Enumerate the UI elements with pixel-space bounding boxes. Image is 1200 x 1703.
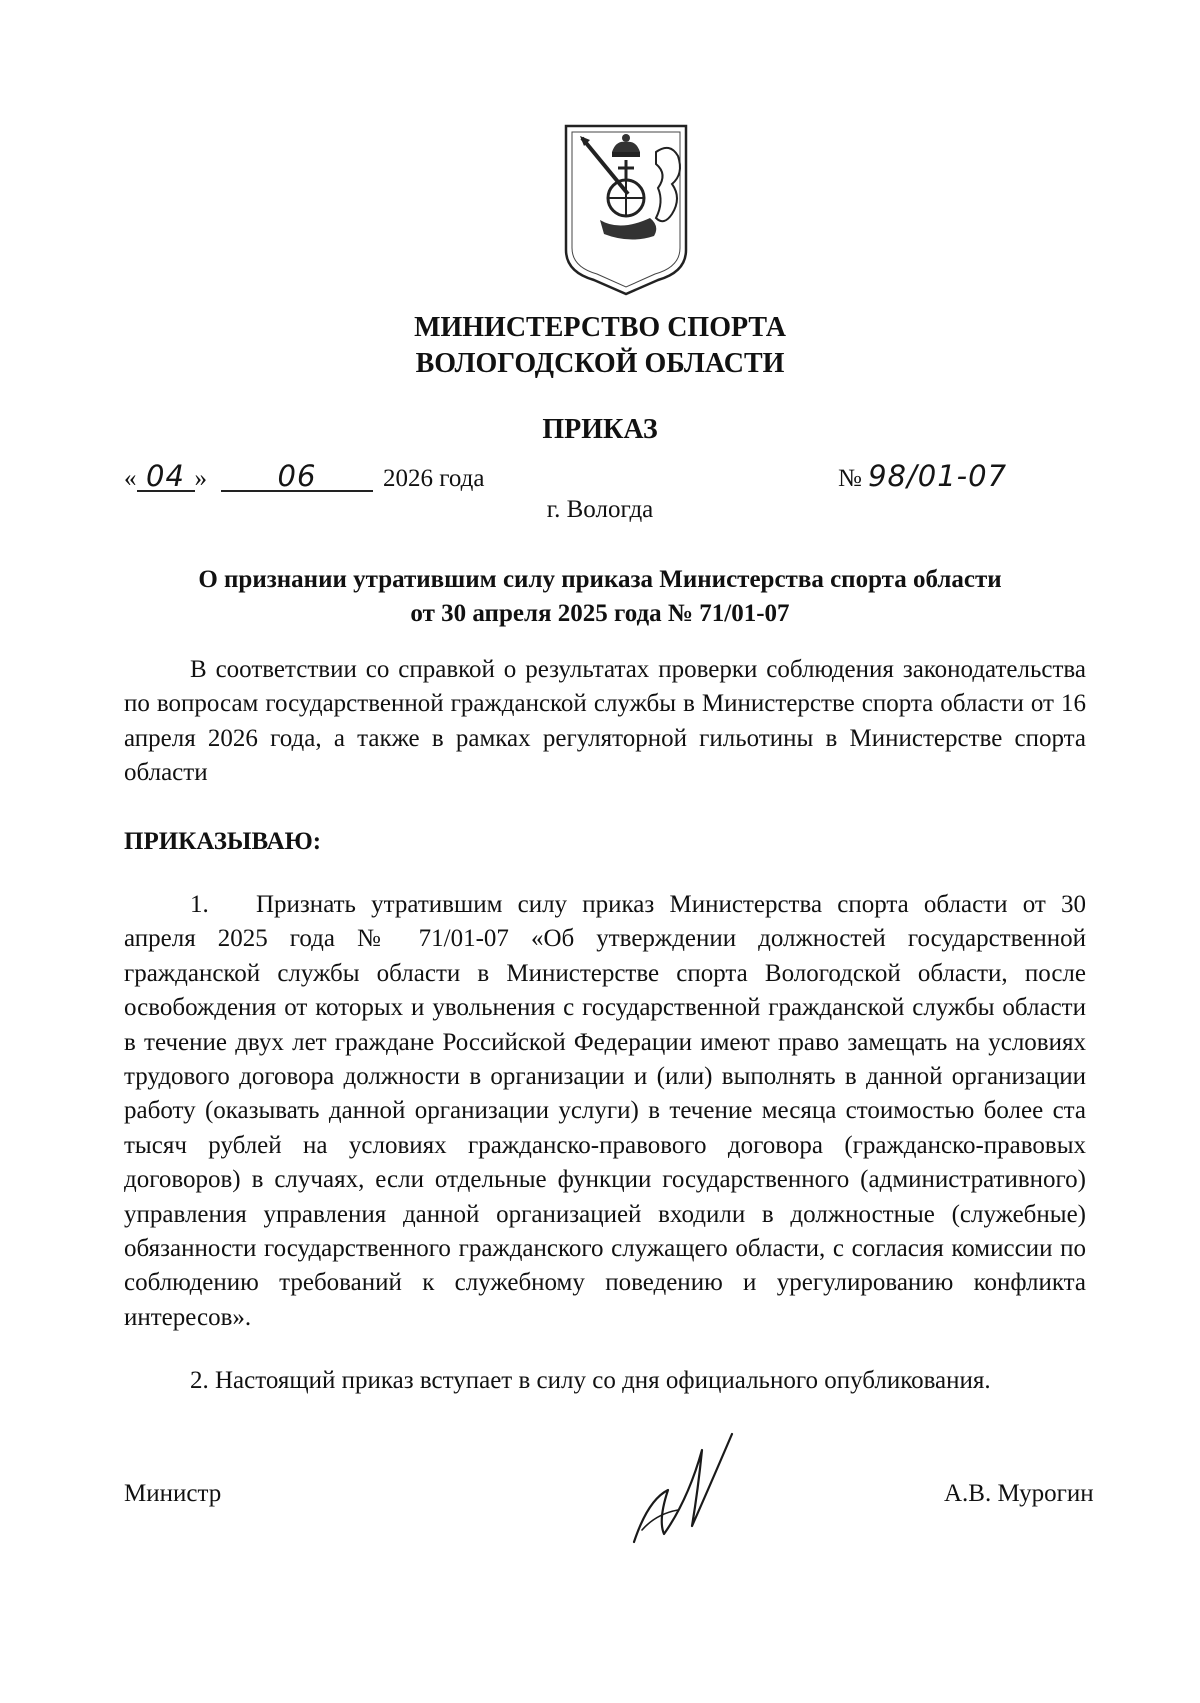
number-sign: № bbox=[838, 465, 862, 492]
document-number bbox=[838, 459, 1088, 496]
item-number: 1. bbox=[190, 891, 209, 918]
date-month: 06 bbox=[221, 462, 373, 492]
quote-close: » bbox=[194, 465, 207, 492]
organization-region: ВОЛОГОДСКОЙ ОБЛАСТИ bbox=[415, 348, 785, 379]
item-1-text: Признать утратившим силу приказ Министерства спорта области от 30 апреля 2025 года № 71/01-07 «Об утверждении должностей государственной гражданской службы области в Министерстве спорта Вологодской области, после освобождения от которых и увольнения с государственной гражданской службы области в течение двух лет граждане Российской Федерации имеют право замещать на условиях трудового договора должности в организации и (или) выполнять в данной организации работу (оказывать данной организации услуги) в течение месяца стоимостью более ста тысяч рублей на условиях гражданско-правового договора (гражданско-правовых договоров) в случаях, если отдельные функции государственного (административного) управления управления данной организацией входили в должностные (служебные) обязанности государственного гражданского служащего области, с согласия комиссии по соблюдению требований к служебному поведению и урегулированию конфликта интересов». bbox=[124, 891, 1086, 1331]
signature-image bbox=[628, 1430, 740, 1550]
document-title bbox=[120, 563, 1080, 631]
order-item-2: 2. Настоящий приказ вступает в силу со дня официального опубликования. bbox=[190, 1367, 991, 1394]
signer-name: А.В. Мурогин bbox=[944, 1480, 1094, 1507]
date-year: 2026 года bbox=[383, 465, 485, 492]
quote-open: « bbox=[124, 465, 137, 492]
signer-position: Министр bbox=[124, 1480, 222, 1507]
document-date bbox=[124, 459, 485, 496]
coat-of-arms-icon bbox=[560, 122, 692, 297]
order-word: ПРИКАЗЫВАЮ: bbox=[124, 828, 322, 855]
date-day: 04 bbox=[137, 462, 195, 492]
preamble-paragraph: В соответствии со справкой о результатах проверки соблюдения законодательства по вопросам государственной гражданской службы в Министерстве спорта области от 16 апреля 2026 года, а также в рамках регуляторной гильотины в Министерстве спорта области bbox=[124, 656, 1086, 787]
title-line-2: от 30 апреля 2025 года № 71/01-07 bbox=[410, 600, 790, 627]
order-item-1 bbox=[124, 888, 1086, 1335]
title-line-1: О признании утратившим силу приказа Министерства спорта области bbox=[198, 566, 1002, 593]
city: г. Вологда bbox=[546, 496, 654, 523]
document-type: ПРИКАЗ bbox=[542, 414, 658, 445]
number-value: 98/01-07 bbox=[868, 459, 1008, 493]
organization-name: МИНИСТЕРСТВО СПОРТА bbox=[414, 312, 786, 343]
